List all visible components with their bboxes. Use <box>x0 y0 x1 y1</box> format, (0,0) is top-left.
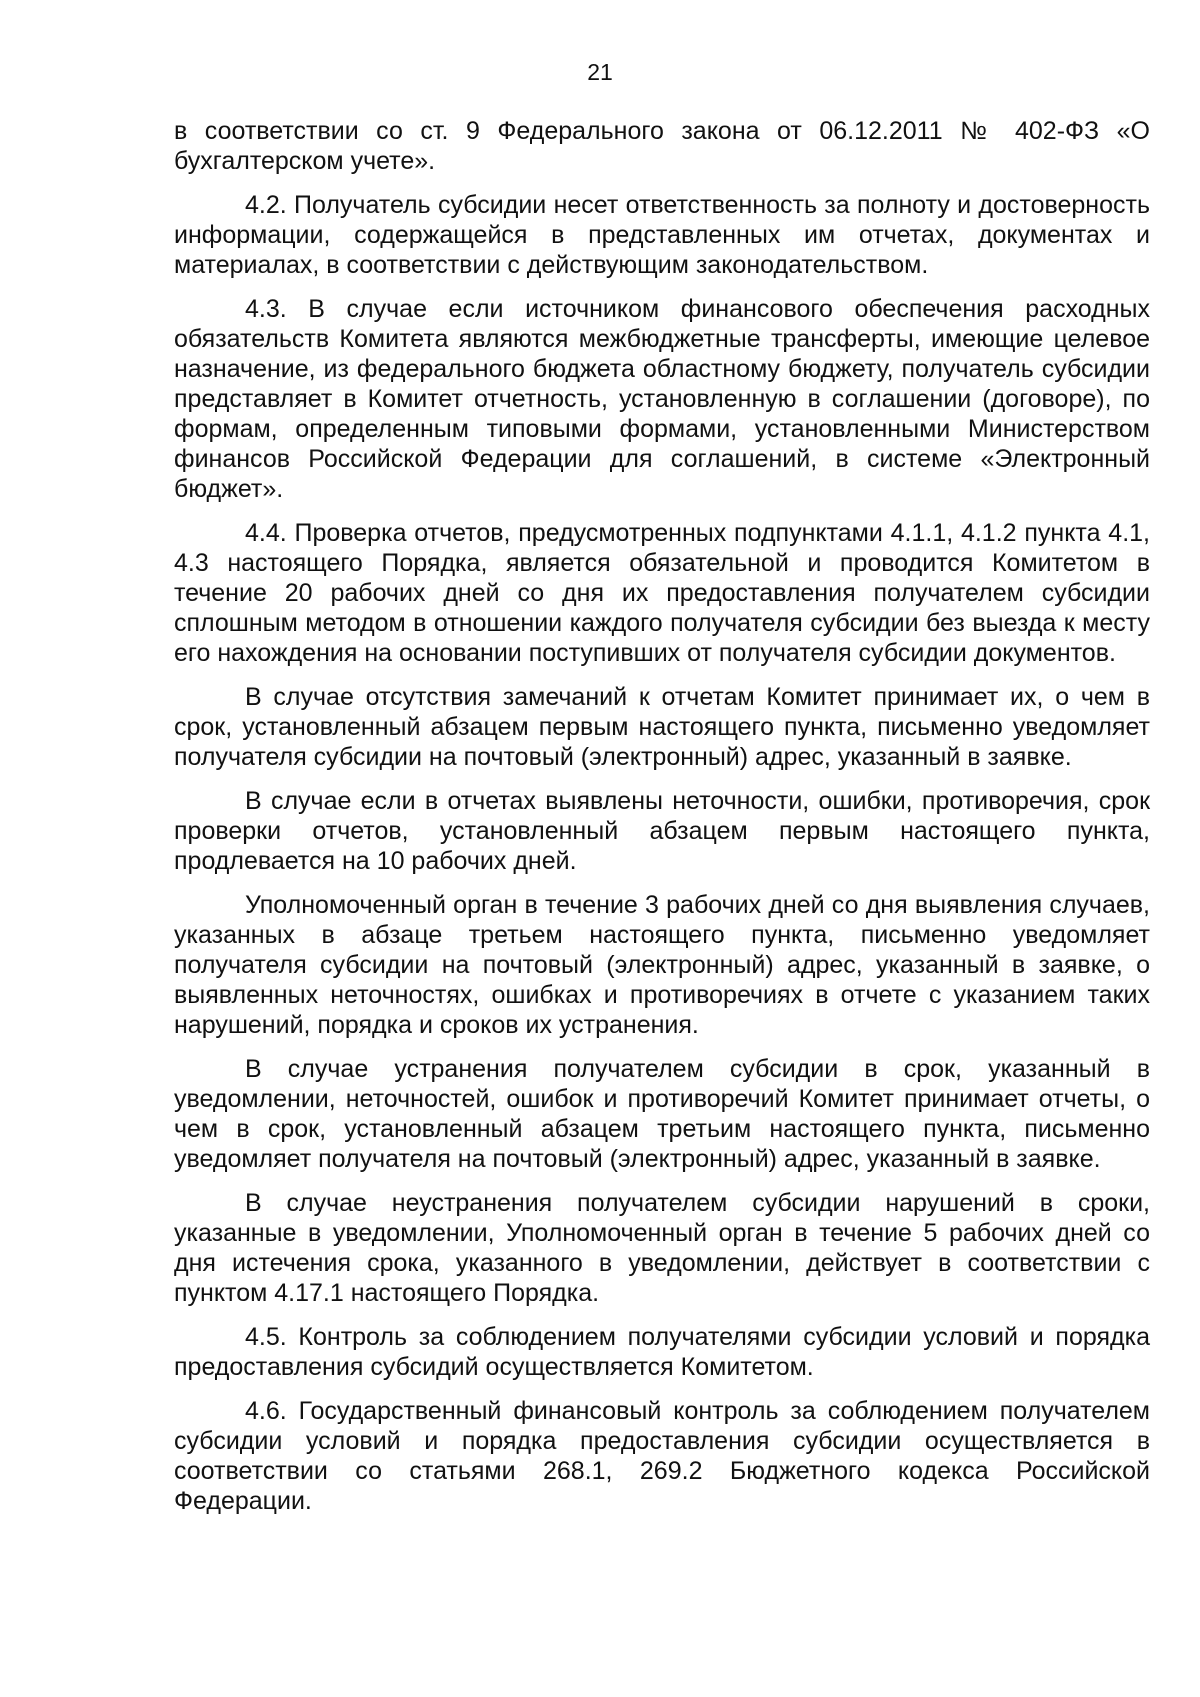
paragraph-4-4-corrected: В случае устранения получателем субсидии в срок, указанный в уведомлении, неточностей, ошибок и противоречий Комитет принимает отчеты, о чем в срок, установленный абзацем третьим настоящего пункта, письменно уведомляет получателя на почтовый (электронный) адрес, указанный в заявке. <box>174 1055 1150 1173</box>
paragraph-4-4-not-corrected: В случае неустранения получателем субсидии нарушений в сроки, указанные в уведомлении, Уполномоченный орган в течение 5 рабочих дней со дня истечения срока, указанного в уведомлении, действует в соответствии с пунктом 4.17.1 настоящего Порядка. <box>174 1189 1150 1307</box>
paragraph-4-4: 4.4. Проверка отчетов, предусмотренных подпунктами 4.1.1, 4.1.2 пункта 4.1, 4.3 настоящего Порядка, является обязательной и проводится Комитетом в течение 20 рабочих дней со дня их предоставления получателем субсидии сплошным методом в отношении каждого получателя субсидии без выезда к месту его нахождения на основании поступивших от получателя субсидии документов. <box>174 519 1150 667</box>
page-number: 21 <box>587 59 613 85</box>
paragraph-4-4-errors-found: В случае если в отчетах выявлены неточности, ошибки, противоречия, срок проверки отчетов, установленный абзацем первым настоящего пункта, продлевается на 10 рабочих дней. <box>174 787 1150 875</box>
document-body <box>174 116 1150 1530</box>
paragraph-4-4-notification: Уполномоченный орган в течение 3 рабочих дней со дня выявления случаев, указанных в абзаце третьем настоящего пункта, письменно уведомляет получателя субсидии на почтовый (электронный) адрес, указанный в заявке, о выявленных неточностях, ошибках и противоречиях в отчете с указанием таких нарушений, порядка и сроков их устранения. <box>174 891 1150 1039</box>
paragraph-4-4-no-remarks: В случае отсутствия замечаний к отчетам Комитет принимает их, о чем в срок, установленный абзацем первым настоящего пункта, письменно уведомляет получателя субсидии на почтовый (электронный) адрес, указанный в заявке. <box>174 683 1150 771</box>
paragraph-4-5: 4.5. Контроль за соблюдением получателями субсидии условий и порядка предоставления субсидий осуществляется Комитетом. <box>174 1323 1150 1381</box>
paragraph-continuation: в соответствии со ст. 9 Федерального закона от 06.12.2011 № 402-ФЗ «О бухгалтерском учете». <box>174 117 1150 175</box>
paragraph-4-3: 4.3. В случае если источником финансового обеспечения расходных обязательств Комитета являются межбюджетные трансферты, имеющие целевое назначение, из федерального бюджета областному бюджету, получатель субсидии представляет в Комитет отчетность, установленную в соглашении (договоре), по формам, определенным типовыми формами, установленными Министерством финансов Российской Федерации для соглашений, в системе «Электронный бюджет». <box>174 295 1150 503</box>
paragraph-4-2: 4.2. Получатель субсидии несет ответственность за полноту и достоверность информации, содержащейся в представленных им отчетах, документах и материалах, в соответствии с действующим законодательством. <box>174 191 1150 279</box>
paragraph-4-6: 4.6. Государственный финансовый контроль за соблюдением получателем субсидии условий и порядка предоставления субсидии осуществляется в соответствии со статьями 268.1, 269.2 Бюджетного кодекса Российской Федерации. <box>174 1397 1150 1515</box>
